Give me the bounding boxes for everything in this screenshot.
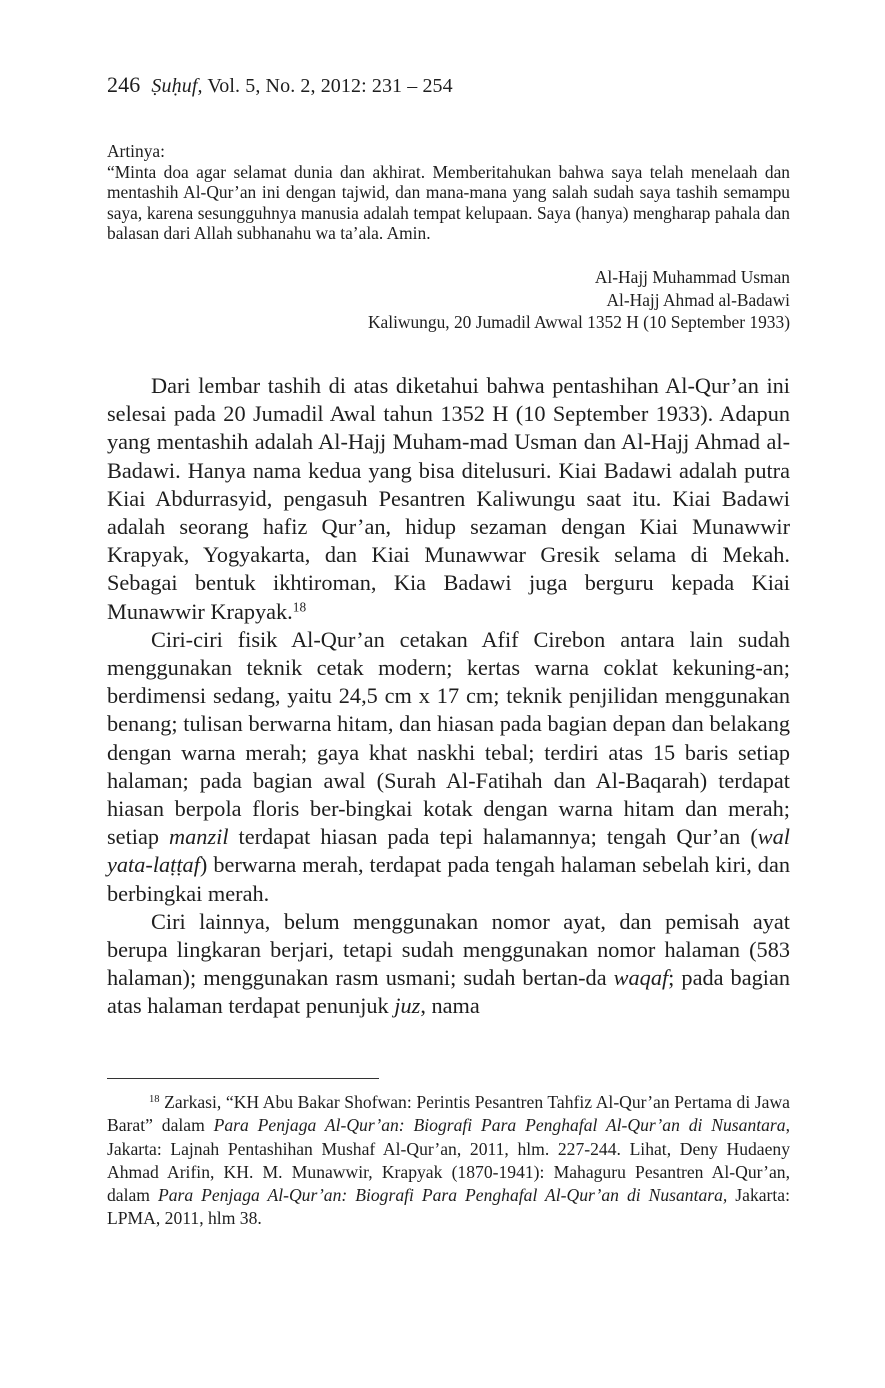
translation-label: Artinya: <box>107 141 165 161</box>
paragraph-1-text: Dari lembar tashih di atas diketahui bahwa pentashihan Al-Qur’an ini selesai pada 20 Jumadil Awal tahun 1352 H (10 September 1933). Adapun yang mentashih adalah Al-Hajj Muham-mad Usman dan Al-Hajj Ahmad al-Badawi. Hanya nama kedua yang bisa ditelusuri. Kiai Badawi adalah putra Kiai Abdurrasyid, pengasuh Pesantren Kaliwungu saat itu. Kiai Badawi adalah seorang hafiz Qur’an, hidup sezaman dengan Kiai Munawwir Krapyak, Yogyakarta, dan Kiai Munawwar Gresik selama di Mekah. Sebagai bentuk ikhtiroman, Kia Badawi juga berguru kepada Kiai Munawwir Krapyak. <box>107 373 790 624</box>
footnote-ref-18[interactable]: 18 <box>292 599 307 615</box>
paragraph-2-text-b: terdapat hiasan pada tepi halamannya; tengah Qur’an ( <box>228 824 758 850</box>
paragraph-3-text-c: , nama <box>420 993 480 1019</box>
translation-block <box>107 141 790 244</box>
footnote-book-title-1: Para Penjaga Al-Qur’an: Biografi Para Penghafal Al-Qur’an di Nusantara <box>213 1115 786 1136</box>
paragraph-3 <box>107 908 790 1021</box>
paragraph-2-text-c: ) berwarna merah, terdapat pada tengah halaman sebelah kiri, dan berbingkai merah. <box>107 852 790 906</box>
signatory-1: Al-Hajj Muhammad Usman <box>594 267 790 287</box>
term-manzil: manzil <box>169 824 229 850</box>
footnote-book-title-2: Para Penjaga Al-Qur’an: Biografi Para Penghafal Al-Qur’an di Nusantara, <box>157 1185 728 1206</box>
paragraph-1 <box>107 372 790 626</box>
footnote-18 <box>107 1091 790 1231</box>
footnote-text-c: Jakarta: LPMA, 2011, hlm 38. <box>107 1185 790 1229</box>
footnote-text-b: , Jakarta: Lajnah Pentashihan Mushaf Al-Qur’an, 2011, hlm. 227-244. Lihat, Deny Hudaeny Ahmad Arifin, KH. M. Munawwir, Krapyak (1870-1941): Mahaguru Pesantren Al-Qur’an, dalam <box>107 1115 790 1206</box>
paragraph-3-text-a: Ciri lainnya, belum menggunakan nomor ayat, dan pemisah ayat berupa lingkaran berjari, tetapi sudah menggunakan nomor halaman (583 halaman); menggunakan rasm usmani; sudah bertan-da <box>107 908 790 991</box>
running-header <box>107 72 453 98</box>
journal-citation: Vol. 5, No. 2, 2012: 231 – 254 <box>202 75 453 97</box>
term-juz: juz <box>394 993 421 1019</box>
term-wal-yatalattaf: wal yata-laṭṭaf <box>107 824 790 878</box>
page-number: 246 <box>107 72 141 97</box>
footnote-number: 18 <box>149 1094 160 1106</box>
paragraph-2-text-a: Ciri-ciri fisik Al-Qur’an cetakan Afif Cirebon antara lain sudah menggunakan teknik cetak modern; kertas warna coklat kekuning-an; berdimensi sedang, yaitu 24,5 cm x 17 cm; teknik penjilidan menggunakan benang; tulisan berwarna hitam, dan hiasan pada bagian depan dan belakang dengan warna merah; gaya khat naskhi tebal; terdiri atas 15 baris setiap halaman; pada bagian awal (Surah Al-Fatihah dan Al-Baqarah) terdapat hiasan berpola floris ber-bingkai kotak dengan warna hitam dan merah; setiap <box>107 626 790 850</box>
term-waqaf: waqaf <box>613 965 669 991</box>
body-text <box>107 372 790 1021</box>
paragraph-3-text-b: ; pada bagian atas halaman terdapat penunjuk <box>107 965 790 1019</box>
signature-date: Kaliwungu, 20 Jumadil Awwal 1352 H (10 September 1933) <box>367 312 790 332</box>
journal-name: Ṣuḥuf, <box>151 75 203 97</box>
translation-text: “Minta doa agar selamat dunia dan akhirat. Memberitahukan bahwa saya telah menelaah dan mentashih Al-Qur’an ini dengan tajwid, dan mana-mana yang salah sudah saya tashih semampu saya, karena sesungguhnya manusia adalah tempat kelupaan. Saya (hanya) mengharap pahala dan balasan dari Allah subhanahu wa ta’ala. Amin. <box>107 161 790 243</box>
signatory-2: Al-Hajj Ahmad al-Badawi <box>606 289 790 310</box>
footnote-divider <box>107 1078 379 1079</box>
paragraph-2 <box>107 626 790 908</box>
footnote-text-a: Zarkasi, “KH Abu Bakar Shofwan: Perintis Pesantren Tahfiz Al-Qur’an Pertama di Jawa Barat” dalam <box>107 1092 790 1136</box>
signature-block <box>368 266 790 334</box>
